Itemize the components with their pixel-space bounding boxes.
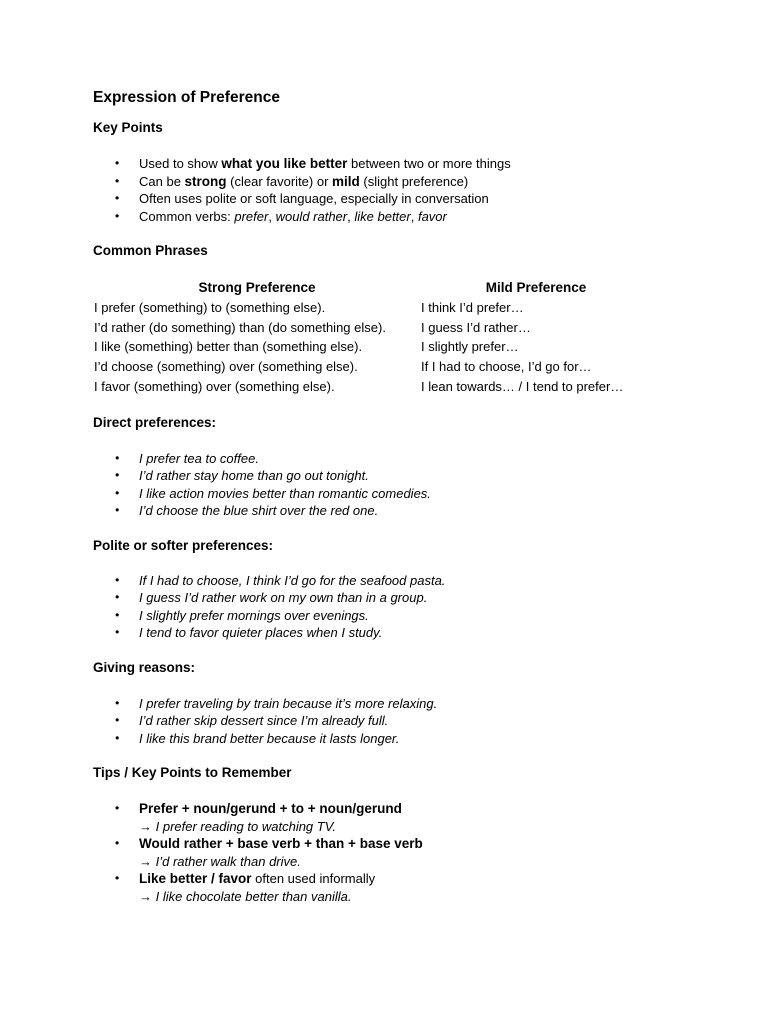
table-row bbox=[93, 357, 651, 377]
list-item: • Prefer + noun/gerund + to + noun/gerund → I prefer reading to watching TV. bbox=[93, 800, 693, 835]
list-item: • I’d rather skip dessert since I’m already full. bbox=[93, 712, 693, 730]
list-item: • I’d rather stay home than go out tonight. bbox=[93, 467, 693, 485]
list-item: • I slightly prefer mornings over evenings. bbox=[93, 607, 693, 625]
table-cell: If I had to choose, I’d go for… bbox=[421, 359, 592, 375]
direct-preferences-heading: Direct preferences: bbox=[93, 414, 217, 430]
table-row bbox=[93, 298, 651, 318]
key-points-heading: Key Points bbox=[93, 120, 163, 135]
table-cell: I slightly prefer… bbox=[421, 339, 519, 355]
giving-reasons-list bbox=[93, 695, 693, 748]
list-item: • Can be strong (clear favorite) or mild (slight preference) bbox=[93, 173, 693, 191]
polite-preferences-list bbox=[93, 572, 693, 642]
polite-preferences-heading: Polite or softer preferences: bbox=[93, 537, 274, 553]
column-header-mild: Mild Preference bbox=[485, 280, 587, 295]
example: → I prefer reading to watching TV. bbox=[139, 818, 337, 834]
table-row bbox=[93, 377, 651, 397]
list-item: • Would rather + base verb + than + base verb → I’d rather walk than drive. bbox=[93, 835, 693, 870]
list-item: • If I had to choose, I think I’d go for the seafood pasta. bbox=[93, 572, 693, 590]
list-item: • I guess I’d rather work on my own than in a group. bbox=[93, 589, 693, 607]
list-item: • I’d choose the blue shirt over the red one. bbox=[93, 502, 693, 520]
table-header-row bbox=[93, 278, 651, 298]
example: → I’d rather walk than drive. bbox=[139, 853, 301, 869]
table-row bbox=[93, 337, 651, 357]
table-cell: I’d choose (something) over (something else). bbox=[94, 359, 358, 375]
list-item: • Often uses polite or soft language, especially in conversation bbox=[93, 190, 693, 208]
list-item: • I like this brand better because it lasts longer. bbox=[93, 730, 693, 748]
table-row bbox=[93, 318, 651, 338]
arrow-right-icon: → bbox=[139, 818, 152, 834]
list-item: • I tend to favor quieter places when I study. bbox=[93, 624, 693, 642]
arrow-right-icon: → bbox=[139, 853, 152, 869]
table-cell: I think I’d prefer… bbox=[421, 300, 524, 315]
example: → I like chocolate better than vanilla. bbox=[139, 888, 352, 904]
list-item: • Used to show what you like better between two or more things bbox=[93, 155, 693, 173]
table-cell: I favor (something) over (something else). bbox=[94, 378, 335, 394]
tips-heading: Tips / Key Points to Remember bbox=[93, 765, 292, 781]
list-item: • I like action movies better than romantic comedies. bbox=[93, 485, 693, 503]
key-points-list bbox=[93, 155, 693, 225]
phrases-table bbox=[93, 278, 651, 397]
list-item: • I prefer tea to coffee. bbox=[93, 450, 693, 468]
document-title: Expression of Preference bbox=[93, 89, 280, 106]
table-cell: I guess I’d rather… bbox=[421, 319, 531, 335]
list-item: • Like better / favor often used informally → I like chocolate better than vanilla. bbox=[93, 870, 693, 905]
giving-reasons-heading: Giving reasons: bbox=[93, 659, 196, 675]
tips-list bbox=[93, 800, 693, 905]
list-item: • I prefer traveling by train because it’s more relaxing. bbox=[93, 695, 693, 713]
arrow-right-icon: → bbox=[139, 888, 152, 904]
common-phrases-heading: Common Phrases bbox=[93, 243, 208, 258]
table-cell: I like (something) better than (something else). bbox=[94, 339, 363, 355]
table-cell: I prefer (something) to (something else). bbox=[94, 300, 326, 315]
column-header-strong: Strong Preference bbox=[198, 280, 316, 295]
table-cell: I lean towards… / I tend to prefer… bbox=[421, 378, 624, 394]
direct-preferences-list bbox=[93, 450, 693, 520]
document-page bbox=[93, 88, 693, 905]
list-item: • Common verbs: prefer, would rather, like better, favor bbox=[93, 208, 693, 226]
table-cell: I’d rather (do something) than (do something else). bbox=[94, 319, 386, 335]
